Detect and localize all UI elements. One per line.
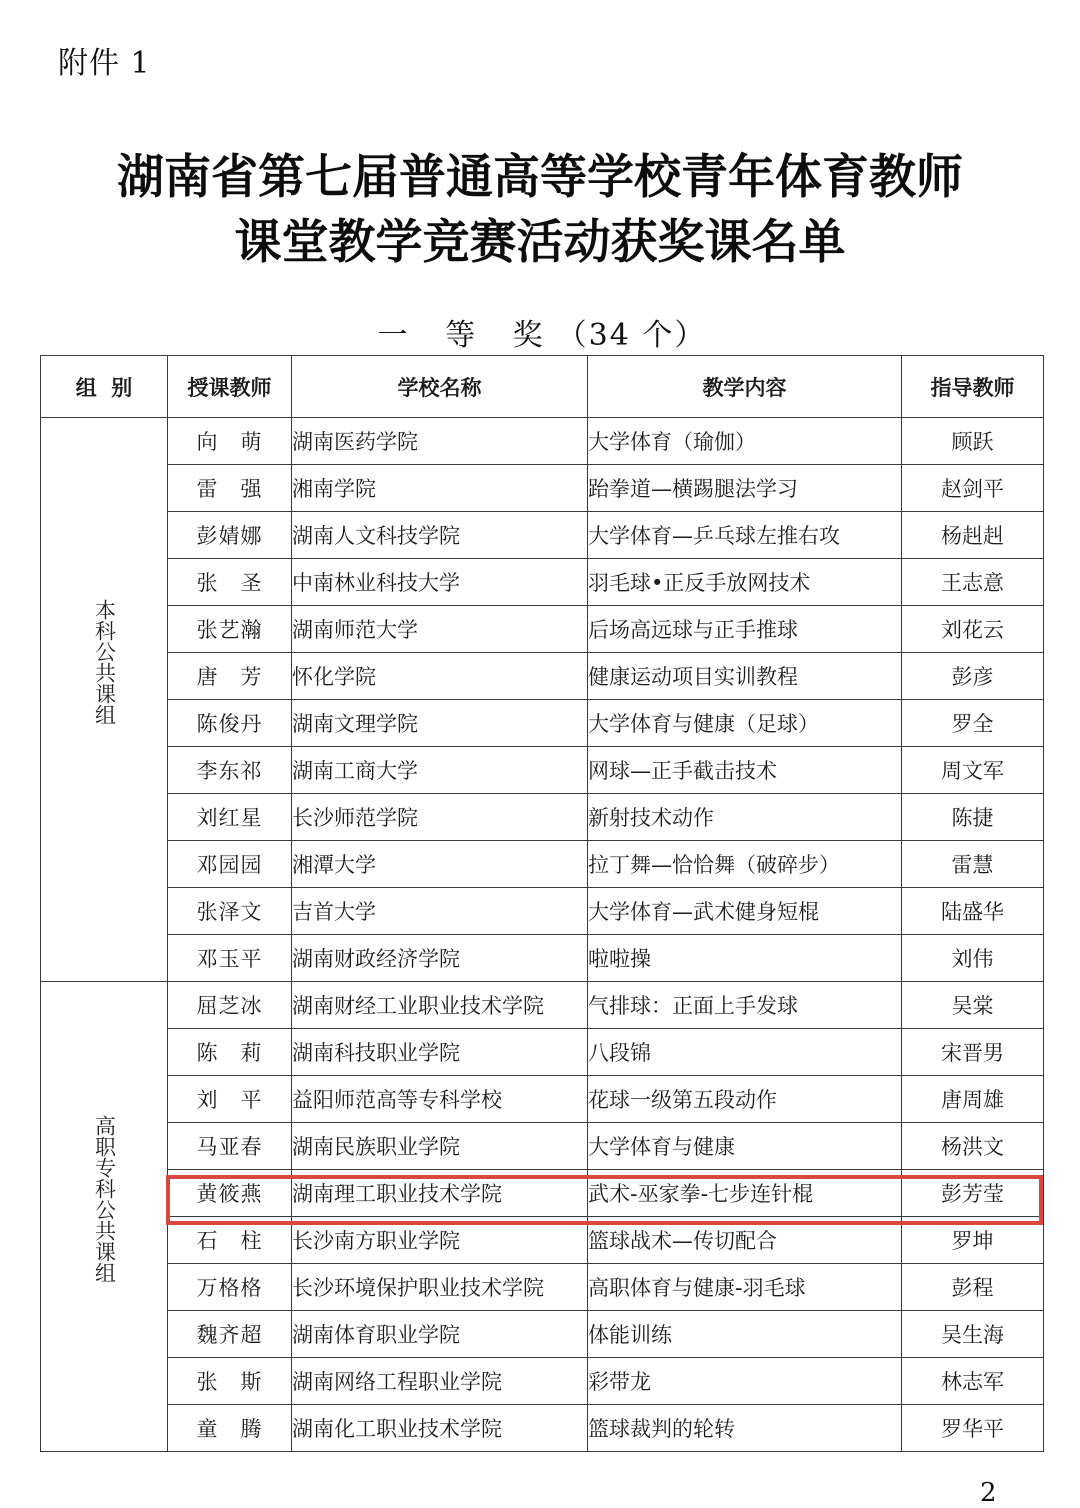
table-header-row [41,356,1044,418]
school-cell: 吉首大学 [292,888,588,935]
table-row [41,982,1044,1029]
teacher-cell: 张艺瀚 [168,606,292,653]
table-row [41,465,1044,512]
table-row [41,559,1044,606]
mentor-cell: 刘伟 [902,935,1044,982]
mentor-cell: 陈捷 [902,794,1044,841]
teacher-cell: 屈芝冰 [168,982,292,1029]
content-cell: 篮球裁判的轮转 [588,1405,902,1452]
content-cell: 武术-巫家拳-七步连针棍 [588,1170,902,1217]
content-cell: 八段锦 [588,1029,902,1076]
content-cell: 高职体育与健康-羽毛球 [588,1264,902,1311]
table-row [41,606,1044,653]
school-cell: 中南林业科技大学 [292,559,588,606]
teacher-cell: 刘红星 [168,794,292,841]
mentor-cell: 宋晋男 [902,1029,1044,1076]
content-cell: 花球一级第五段动作 [588,1076,902,1123]
teacher-cell: 万格格 [168,1264,292,1311]
content-cell: 后场高远球与正手推球 [588,606,902,653]
column-header-school: 学校名称 [292,356,588,418]
teacher-cell: 石 柱 [168,1217,292,1264]
mentor-cell: 罗全 [902,700,1044,747]
school-cell: 湖南工商大学 [292,747,588,794]
school-cell: 长沙环境保护职业技术学院 [292,1264,588,1311]
teacher-cell: 刘 平 [168,1076,292,1123]
table-row [41,841,1044,888]
mentor-cell: 杨洪文 [902,1123,1044,1170]
table-row [41,888,1044,935]
teacher-cell: 张 圣 [168,559,292,606]
mentor-cell: 赵剑平 [902,465,1044,512]
content-cell: 大学体育与健康 [588,1123,902,1170]
award-list-table [40,355,1044,1452]
teacher-cell: 张泽文 [168,888,292,935]
table-row [41,1311,1044,1358]
mentor-cell: 吴生海 [902,1311,1044,1358]
content-cell: 网球—正手截击技术 [588,747,902,794]
mentor-cell: 罗坤 [902,1217,1044,1264]
group-cell-vocational [41,982,168,1452]
mentor-cell: 周文军 [902,747,1044,794]
school-cell: 湖南财政经济学院 [292,935,588,982]
content-cell: 大学体育（瑜伽） [588,418,902,465]
table-row [41,1358,1044,1405]
table-row [41,700,1044,747]
school-cell: 益阳师范高等专科学校 [292,1076,588,1123]
table-row [41,794,1044,841]
school-cell: 湖南网络工程职业学院 [292,1358,588,1405]
content-cell: 拉丁舞—恰恰舞（破碎步） [588,841,902,888]
school-cell: 湖南师范大学 [292,606,588,653]
content-cell: 新射技术动作 [588,794,902,841]
school-cell: 湖南民族职业学院 [292,1123,588,1170]
content-cell: 大学体育与健康（足球） [588,700,902,747]
award-level-heading [0,310,1080,354]
content-cell: 篮球战术—传切配合 [588,1217,902,1264]
table-row [41,935,1044,982]
teacher-cell: 陈俊丹 [168,700,292,747]
attachment-label: 附件 1 [58,46,151,81]
content-cell: 健康运动项目实训教程 [588,653,902,700]
school-cell: 湖南科技职业学院 [292,1029,588,1076]
content-cell: 大学体育—乒乓球左推右攻 [588,512,902,559]
column-header-teacher: 授课教师 [168,356,292,418]
content-cell: 跆拳道—横踢腿法学习 [588,465,902,512]
document-title-line-2: 课堂教学竞赛活动获奖课名单 [234,215,846,270]
table-row [41,1405,1044,1452]
table-row [41,1123,1044,1170]
teacher-cell: 马亚春 [168,1123,292,1170]
mentor-cell: 唐周雄 [902,1076,1044,1123]
school-cell: 湖南财经工业职业技术学院 [292,982,588,1029]
school-cell: 长沙师范学院 [292,794,588,841]
award-count: （34 个） [556,318,707,353]
teacher-cell: 向 萌 [168,418,292,465]
teacher-cell: 魏齐超 [168,1311,292,1358]
school-cell: 湘潭大学 [292,841,588,888]
school-cell: 湖南化工职业技术学院 [292,1405,588,1452]
content-cell: 羽毛球•正反手放网技术 [588,559,902,606]
content-cell: 啦啦操 [588,935,902,982]
school-cell: 湖南体育职业学院 [292,1311,588,1358]
table-row [41,653,1044,700]
teacher-cell: 张 斯 [168,1358,292,1405]
table-row-highlighted [41,1170,1044,1217]
table-row [41,1217,1044,1264]
award-level: 一 等 奖 [377,318,557,353]
group-cell-undergraduate [41,418,168,982]
mentor-cell: 罗华平 [902,1405,1044,1452]
mentor-cell: 彭程 [902,1264,1044,1311]
document-title-line-1: 湖南省第七届普通高等学校青年体育教师 [117,150,963,205]
school-cell: 湘南学院 [292,465,588,512]
mentor-cell: 彭彦 [902,653,1044,700]
mentor-cell: 雷慧 [902,841,1044,888]
mentor-cell: 吴棠 [902,982,1044,1029]
school-cell: 湖南人文科技学院 [292,512,588,559]
school-cell: 湖南医药学院 [292,418,588,465]
teacher-cell: 唐 芳 [168,653,292,700]
teacher-cell: 童 腾 [168,1405,292,1452]
mentor-cell: 顾跃 [902,418,1044,465]
column-header-content: 教学内容 [588,356,902,418]
table-row [41,1029,1044,1076]
group-label: 高职专科公共课组 [92,1115,117,1283]
teacher-cell: 彭婧娜 [168,512,292,559]
mentor-cell: 杨赳赳 [902,512,1044,559]
teacher-cell: 邓园园 [168,841,292,888]
content-cell: 大学体育—武术健身短棍 [588,888,902,935]
content-cell: 体能训练 [588,1311,902,1358]
table-row [41,747,1044,794]
teacher-cell: 雷 强 [168,465,292,512]
page-number: 2 [980,1478,997,1508]
teacher-cell: 黄筱燕 [168,1170,292,1217]
table-row [41,418,1044,465]
school-cell: 湖南文理学院 [292,700,588,747]
teacher-cell: 陈 莉 [168,1029,292,1076]
school-cell: 怀化学院 [292,653,588,700]
column-header-group: 组 别 [41,356,168,418]
mentor-cell: 林志军 [902,1358,1044,1405]
content-cell: 气排球：正面上手发球 [588,982,902,1029]
school-cell: 湖南理工职业技术学院 [292,1170,588,1217]
teacher-cell: 邓玉平 [168,935,292,982]
mentor-cell: 刘花云 [902,606,1044,653]
table-row [41,1264,1044,1311]
table-row [41,512,1044,559]
mentor-cell: 彭芳莹 [902,1170,1044,1217]
teacher-cell: 李东祁 [168,747,292,794]
content-cell: 彩带龙 [588,1358,902,1405]
group-label: 本科公共课组 [92,599,117,725]
column-header-mentor: 指导教师 [902,356,1044,418]
mentor-cell: 陆盛华 [902,888,1044,935]
school-cell: 长沙南方职业学院 [292,1217,588,1264]
table-row [41,1076,1044,1123]
mentor-cell: 王志意 [902,559,1044,606]
